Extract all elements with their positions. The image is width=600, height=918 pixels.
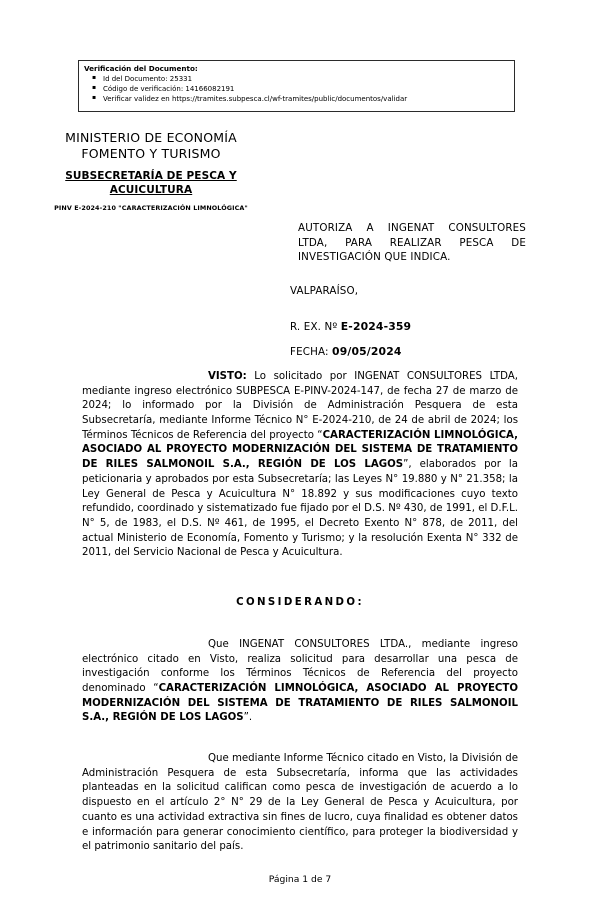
ministry-line-2: FOMENTO Y TURISMO bbox=[81, 146, 221, 161]
spacer bbox=[82, 561, 518, 597]
resolution-number-line bbox=[290, 320, 411, 333]
verification-item-verification-code: ▪ Código de verificación: 14166082191 bbox=[103, 84, 514, 94]
considerando-heading: CONSIDERANDO: bbox=[236, 596, 364, 608]
considerando-1-text-part-1: Que INGENAT CONSULTORES LTDA., mediante ingreso electrónico citado en Visto, realiza solicitud para desarrollar una pesca de investigación conforme los Términos Técnicos de Referencia del proyecto denominado “ bbox=[82, 638, 518, 694]
page-footer bbox=[0, 874, 600, 885]
resolution-subject: AUTORIZA A INGENAT CONSULTORES LTDA, PARA REALIZAR PESCA DE INVESTIGACIÓN QUE INDICA. bbox=[298, 222, 526, 264]
considerando-paragraph-2: Que mediante Informe Técnico citado en Visto, la División de Administración Pesquera de esta Subsecretaría, informa que las actividades planteadas en la solicitud califican como pesca de investigación de acuerdo a lo dispuesto en el artículo 2° N° 29 de la Ley General de Pesca y Acuicultura, por cuanto es una actividad extractiva sin fines de lucro, cuya finalidad es obtener datos e información para generar conocimiento científico, para proteger la biodiversidad y el patrimonio sanitario del país. bbox=[82, 753, 518, 853]
visto-text-part-1: Lo solicitado por INGENAT CONSULTORES LTDA, mediante ingreso electrónico SUBPESCA E-PINV-2024-147, de fecha 27 de marzo de 2024; lo informado por la División de Administración Pesquera de esta Subsecretaría, mediante Informe Técnico N° E-2024-210, de 24 de abril de 2024; los Términos Técnicos de Referencia del proyecto “ bbox=[82, 371, 518, 441]
verification-item-validation-url: ▪ Verificar validez en https://tramites.subpesca.cl/wf-tramites/public/documentos/validar bbox=[103, 94, 514, 104]
issue-place: VALPARAÍSO, bbox=[290, 285, 359, 297]
document-verification-box bbox=[78, 60, 515, 112]
letterhead bbox=[26, 130, 276, 213]
visto-label: VISTO: bbox=[208, 371, 247, 382]
ministry-line-1: MINISTERIO DE ECONOMÍA bbox=[65, 130, 237, 145]
visto-paragraph bbox=[82, 370, 518, 561]
resolution-number-value: E-2024-359 bbox=[340, 320, 412, 333]
spacer bbox=[82, 608, 518, 638]
considerando-paragraph-1 bbox=[82, 638, 518, 726]
resolution-date-value: 09/05/2024 bbox=[332, 345, 402, 358]
resolution-date-line bbox=[290, 345, 402, 358]
spacer bbox=[82, 726, 518, 752]
verification-box-title: Verificación del Documento: bbox=[84, 64, 198, 73]
project-reference-code: PINV E-2024-210 "CARACTERIZACIÓN LIMNOLÓGICA" bbox=[54, 204, 248, 213]
considerando-1-text-part-2: ”. bbox=[243, 712, 253, 724]
resolution-date-label: FECHA: bbox=[290, 346, 333, 358]
visto-text-part-2: ”, elaborados por la peticionaria y aprobados por esta Subsecretaría; las Leyes N° 19.880 y N° 21.358; la Ley General de Pesca y Acuicultura N° 18.892 y sus modificaciones cuyo texto refundido, coordinado y sistematizado fue fijado por el D.S. Nº 430, de 1991, el D.F.L. N° 5, de 1983, el D.S. Nº 461, de 1995, el Decreto Exento N° 878, de 2011, del actual Ministerio de Economía, Fomento y Turismo; y la resolución Exenta N° 332 de 2011, del Servicio Nacional de Pesca y Acuicultura. bbox=[82, 459, 518, 559]
visto-project-title: CARACTERIZACIÓN LIMNOLÓGICA, ASOCIADO AL PROYECTO MODERNIZACIÓN DEL SISTEMA DE TRATAMIENTO DE RILES SALMONOIL S.A., REGIÓN DE LOS LAGOS bbox=[82, 429, 518, 471]
verification-details-list bbox=[79, 74, 514, 104]
document-body bbox=[82, 370, 518, 855]
page-number-label: Página 1 de 7 bbox=[268, 874, 332, 885]
considerando-1-project-title: CARACTERIZACIÓN LIMNOLÓGICA, ASOCIADO AL PROYECTO MODERNIZACIÓN DEL SISTEMA DE TRATAMIENTO DE RILES SALMONOIL S.A., REGIÓN DE LOS LAGOS bbox=[82, 683, 519, 724]
subsecretariat-name: SUBSECRETARÍA DE PESCA Y ACUICULTURA bbox=[65, 170, 237, 196]
verification-item-document-id: ▪ Id del Documento: 25331 bbox=[103, 74, 514, 84]
resolution-number-label: R. EX. Nº bbox=[290, 321, 341, 333]
